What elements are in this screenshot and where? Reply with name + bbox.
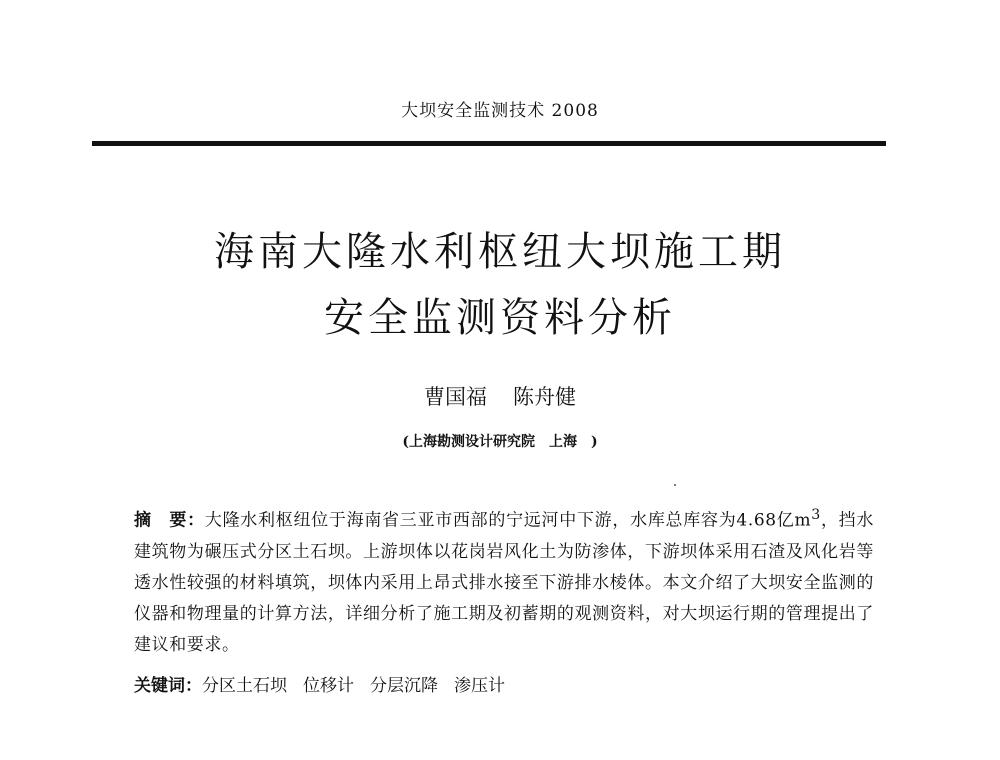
paper-title-line-2: 安全监测资料分析: [324, 295, 676, 341]
keyword-item: 渗压计: [454, 676, 505, 696]
keyword-item: 分层沉降: [370, 676, 438, 696]
running-header: 大坝安全监测技术 2008: [401, 101, 599, 121]
keywords: [134, 671, 874, 702]
header-rule: [92, 141, 886, 146]
author-2: 陈舟健: [513, 385, 576, 409]
affiliation: (上海勘测设计研究院 上海 ): [402, 434, 598, 450]
abstract: [134, 500, 874, 661]
abstract-label: 摘 要：: [134, 510, 205, 531]
author-1: 曹国福: [424, 385, 487, 409]
paper-title-line-1: 海南大隆水利枢纽大坝施工期: [214, 229, 786, 275]
abstract-text-part-2: ，挡水建筑物为碾压式分区土石坝。上游坝体以花岗岩风化土为防渗体，下游坝体采用石渣及风化岩等透水性较强的材料填筑，坝体内采用上昂式排水接至下游排水棱体。本文介绍了大坝安全监测的仪器和物理量的计算方法，详细分析了施工期及初蓄期的观测资料，对大坝运行期的管理提出了建议和要求。: [134, 510, 874, 655]
keywords-label: 关键词：: [134, 676, 202, 696]
abstract-text-part-1: 大隆水利枢纽位于海南省三亚市西部的宁远河中下游，水库总库容为4.68亿m: [204, 510, 812, 531]
authors: [0, 381, 1000, 411]
scan-speck: [674, 484, 676, 486]
abstract-superscript: 3: [811, 507, 821, 523]
keyword-item: 位移计: [303, 676, 354, 696]
keyword-item: 分区土石坝: [202, 676, 287, 696]
